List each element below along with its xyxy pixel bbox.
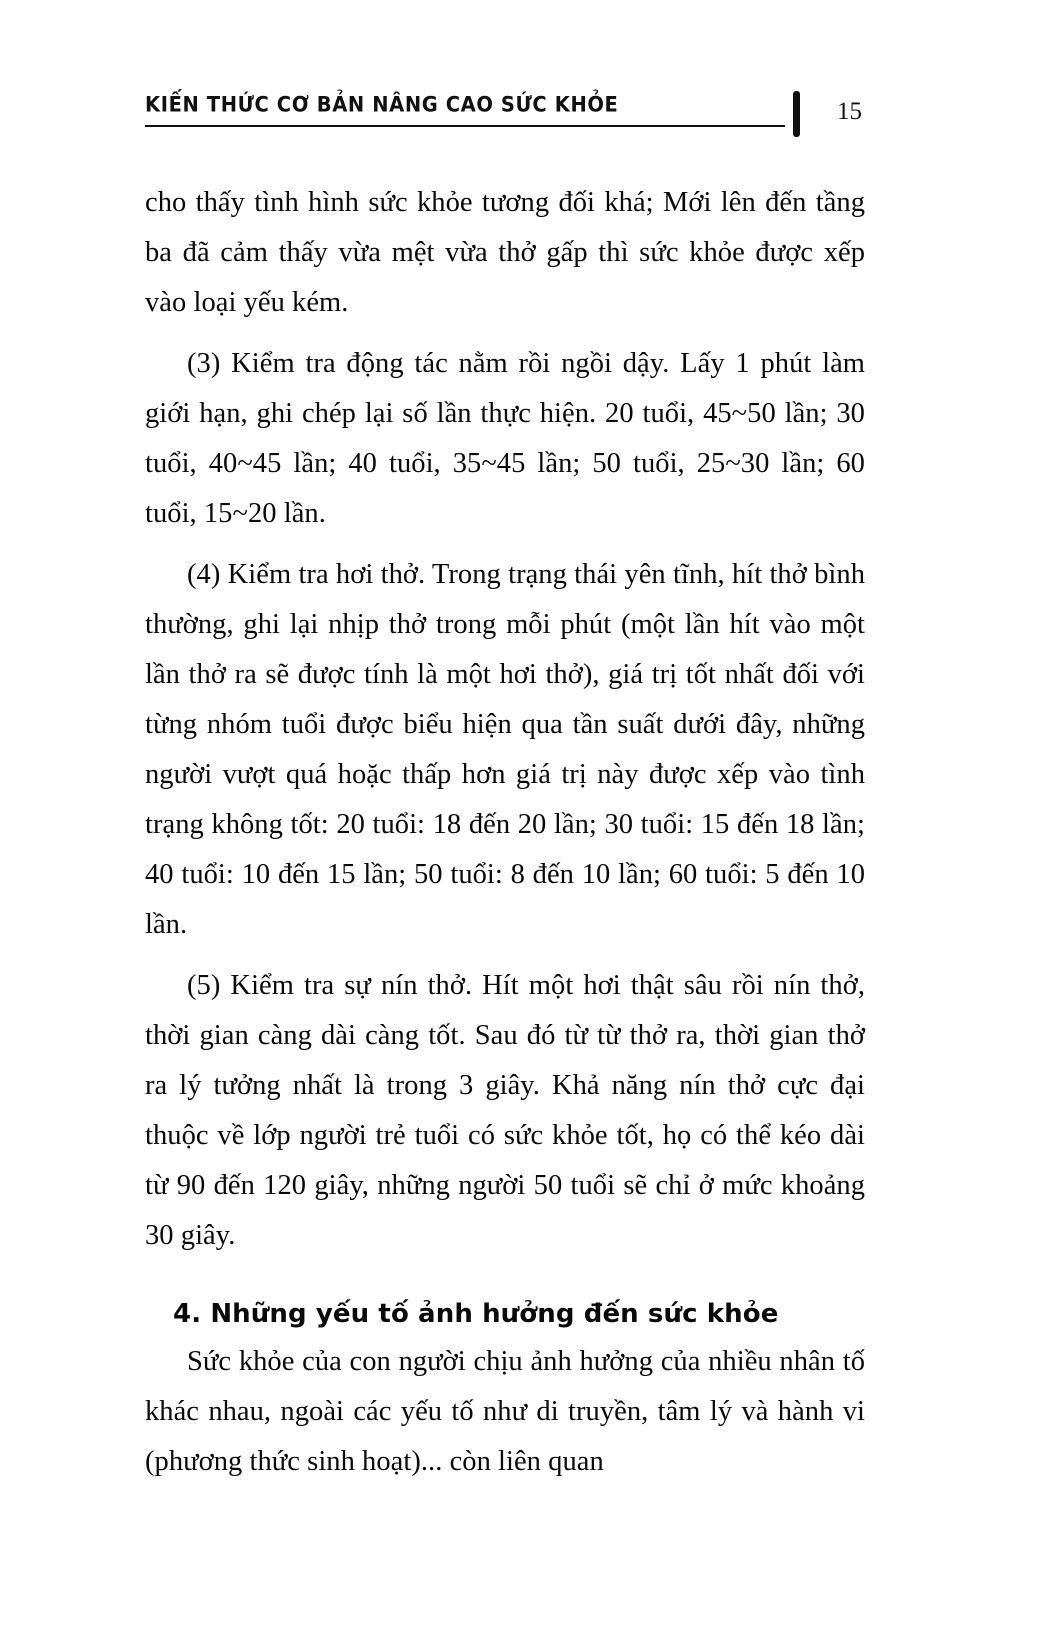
running-header (145, 92, 895, 146)
header-marker (793, 91, 800, 137)
paragraph: (5) Kiểm tra sự nín thở. Hít một hơi thật sâu rồi nín thở, thời gian càng dài càng tốt. Sau đó từ từ thở ra, thời gian thở ra lý tưởng nhất là trong 3 giây. Khả năng nín thở cực đại thuộc về lớp người trẻ tuổi có sức khỏe tốt, họ có thể kéo dài từ 90 đến 120 giây, những người 50 tuổi sẽ chỉ ở mức khoảng 30 giây. (145, 970, 865, 1251)
paragraph: cho thấy tình hình sức khỏe tương đối khá; Mới lên đến tầng ba đã cảm thấy vừa mệt vừa thở gấp thì sức khỏe được xếp vào loại yếu kém. (145, 187, 865, 318)
page-number: 15 (837, 98, 862, 125)
paragraph: (3) Kiểm tra động tác nằm rồi ngồi dậy. Lấy 1 phút làm giới hạn, ghi chép lại số lần thực hiện. 20 tuổi, 45~50 lần; 30 tuổi, 40~45 lần; 40 tuổi, 35~45 lần; 50 tuổi, 25~30 lần; 60 tuổi, 15~20 lần. (145, 348, 865, 529)
header-divider (145, 125, 785, 127)
paragraph: Sức khỏe của con người chịu ảnh hưởng của nhiều nhân tố khác nhau, ngoài các yếu tố như di truyền, tâm lý và hành vi (phương thức sinh hoạt)... còn liên quan (145, 1346, 865, 1477)
paragraph: (4) Kiểm tra hơi thở. Trong trạng thái yên tĩnh, hít thở bình thường, ghi lại nhịp thở trong mỗi phút (một lần hít vào một lần thở ra sẽ được tính là một hơi thở), giá trị tốt nhất đối với từng nhóm tuổi được biểu hiện qua tần suất dưới đây, những người vượt quá hoặc thấp hơn giá trị này được xếp vào tình trạng không tốt: 20 tuổi: 18 đến 20 lần; 30 tuổi: 15 đến 18 lần; 40 tuổi: 10 đến 15 lần; 50 tuổi: 8 đến 10 lần; 60 tuổi: 5 đến 10 lần. (145, 559, 865, 940)
page-body (145, 178, 865, 1487)
section-heading: 4. Những yếu tố ảnh hưởng đến sức khỏe (173, 1299, 779, 1329)
header-title: KIẾN THỨC CƠ BẢN NÂNG CAO SỨC KHỎE (145, 92, 619, 117)
